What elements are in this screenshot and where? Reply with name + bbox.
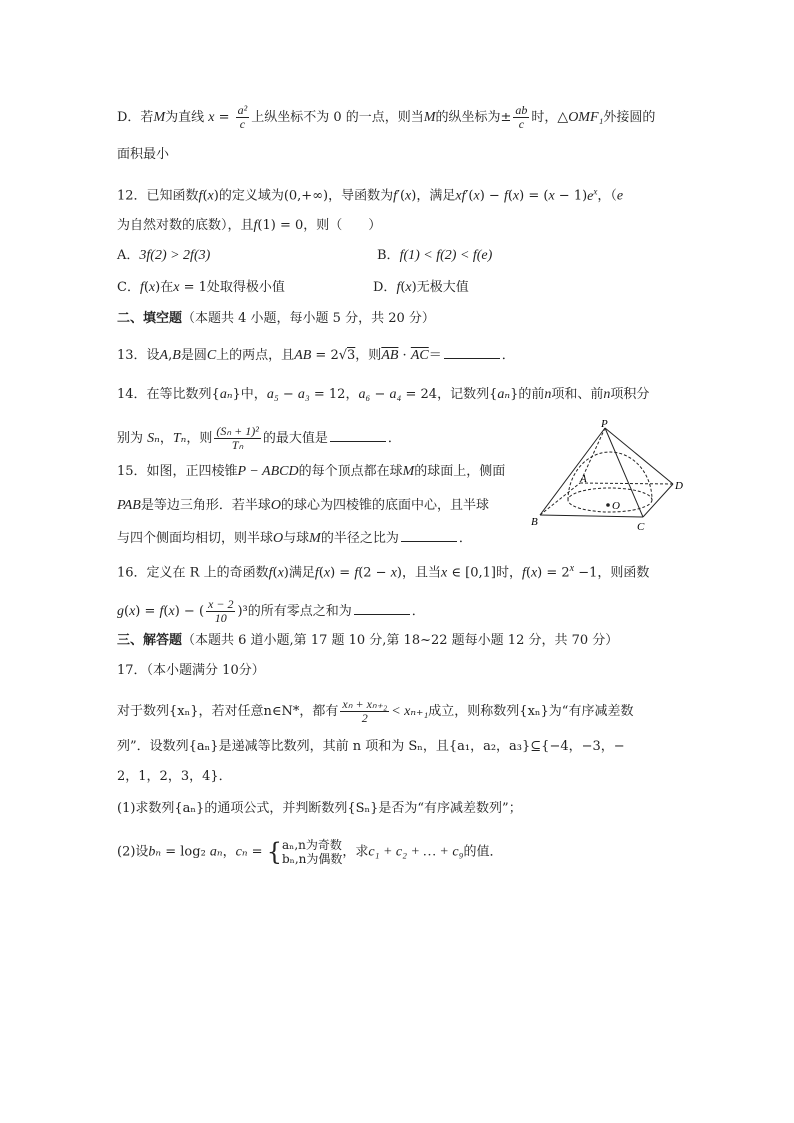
answer-blank[interactable]	[444, 346, 500, 359]
piecewise-cases: aₙ,n为奇数 bₙ,n为偶数	[281, 838, 343, 866]
label-c: C	[637, 521, 645, 533]
hemisphere-base-ellipse	[568, 488, 652, 512]
q11-option-d-line2: 面积最小	[117, 147, 170, 162]
q15-line3: 与四个侧面均相切，则半球O与球M的半径之比为 ．	[117, 531, 472, 546]
q17-p3: 2，1，2，3，4}．	[117, 769, 232, 784]
fraction-a2-over-c: $\frac{\text{a²}}{c}$	[237, 103, 248, 131]
q17-header: 17．（本小题满分 10分）	[117, 663, 265, 678]
q11-option-d-line1: D．若M为直线 x = $\frac{\text{a²}}{c}$ 上纵坐标不为 0 的一点，则当M的纵坐标为± $\frac{ab}{c}$ 时，△OMF₁外接圆的	[117, 103, 656, 131]
q16-line2: g(x) = f(x) − ( $\frac{x - 2}{10}$ )³的所有零点之和为 ．	[117, 597, 425, 625]
answer-blank[interactable]	[354, 602, 410, 615]
section3-heading: 三、解答题（本题共 6 道小题,第 17 题 10 分,第 18~22 题每小题 12 分，共 70 分）	[117, 633, 619, 648]
center-o-dot	[606, 503, 610, 507]
q17-part2: (2)设bₙ = log₂ aₙ，cₙ = { aₙ,n为奇数 bₙ,n为偶数 ，求c₁ + c₂ + … + c₉的值．	[117, 838, 503, 866]
answer-blank[interactable]	[401, 529, 457, 542]
fraction-sn-tn: $\frac{\text{(Sₙ + 1)²}}{\text{Tₙ}}$	[216, 424, 259, 452]
label-d: D	[675, 480, 683, 492]
label-a: A	[580, 473, 587, 485]
fraction-ab-over-c: $\frac{ab}{c}$	[515, 103, 528, 131]
edge-bc	[540, 515, 643, 517]
edge-pd	[605, 428, 673, 484]
label-p: P	[601, 420, 608, 430]
label-o: O	[612, 500, 620, 512]
q12-option-d: D．f(x)无极大值	[373, 280, 469, 295]
q17-p1: 对于数列{xₙ}，若对任意n∈N*，都有 $\frac{\text{xₙ + xₙ₊₂}}{2}$ < xₙ₊₁成立，则称数列{xₙ}为“有序减差数	[117, 697, 634, 725]
edge-ad	[580, 483, 673, 484]
fraction-x-minus-2-over-10: $\frac{x - 2}{10}$	[208, 597, 234, 625]
q13-line: 13．设A,B是圆C上的两点，且AB = 2√3，则$\overline{AB} \cdot \overline{AC}=$ ．	[117, 348, 515, 363]
q12-line2: 为自然对数的底数），且f(1) = 0，则（ ）	[117, 218, 382, 233]
label-b: B	[531, 516, 538, 528]
q14-line1: 14．在等比数列{aₙ}中，a₅ − a₃ = 12，a₆ − a₄ = 24，记数列{aₙ}的前n项和、前n项积分	[117, 387, 650, 402]
answer-blank[interactable]	[330, 429, 386, 442]
q16-line1: 16．定义在 R 上的奇函数f(x)满足f(x) = f(2 − x)，且当x ∈ [0,1]时，$f(x) = 2^x -1$，则函数	[117, 563, 650, 581]
q12-option-b: B．f(1) < f(2) < f(e)	[377, 248, 493, 263]
q12-option-c: C．f(x)在x = 1处取得极小值	[117, 280, 285, 295]
q14-line2: 别为 Sₙ，Tₙ，则 $\frac{\text{(Sₙ + 1)²}}{\text{Tₙ}}$ 的最大值是 ．	[117, 424, 401, 452]
q12-line1: 12．已知函数f(x)的定义域为(0,+∞)，导函数为f′(x)，满足$xf'(x) - f(x) = (x - 1)e^x$，（e	[117, 186, 624, 204]
q15-line1: 15．如图，正四棱锥P − ABCD的每个顶点都在球M的球面上，侧面	[117, 464, 506, 479]
edge-pb	[540, 428, 605, 515]
q12-option-a: A．3f(2) > 2f(3)	[117, 248, 211, 263]
edge-cd	[643, 484, 673, 517]
pyramid-figure	[525, 420, 695, 535]
fraction-xn-xn2-over-2: $\frac{\text{xₙ + xₙ₊₂}}{2}$	[342, 697, 388, 725]
q15-line2: PAB是等边三角形．若半球O的球心为四棱锥的底面中心，且半球	[117, 498, 490, 513]
q17-part1: (1)求数列{aₙ}的通项公式，并判断数列{Sₙ}是否为“有序减差数列”；	[117, 801, 522, 816]
section2-heading: 二、填空题（本题共 4 小题，每小题 5 分，共 20 分）	[117, 311, 435, 326]
edge-pc	[605, 428, 643, 517]
q17-p2: 列”．设数列{aₙ}是递减等比数列，其前 n 项和为 Sₙ，且{a₁，a₂，a₃}⊆{−4，−3，−	[117, 739, 625, 754]
